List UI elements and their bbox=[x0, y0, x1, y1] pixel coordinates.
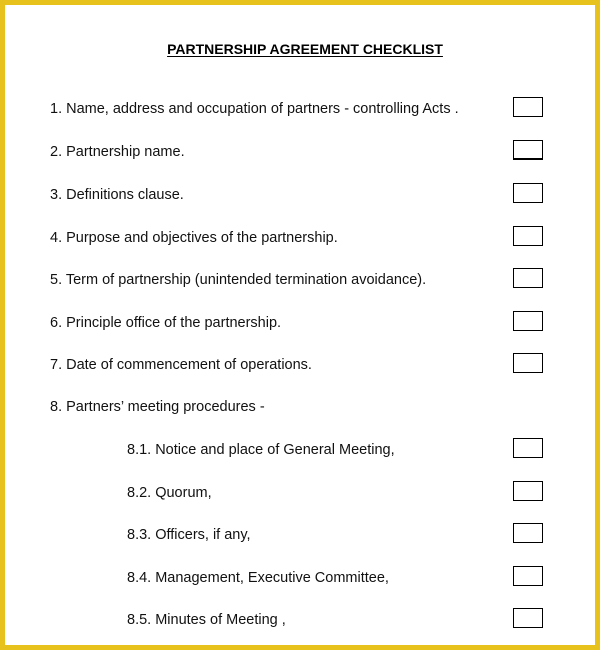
page-title-text: PARTNERSHIP AGREEMENT CHECKLIST bbox=[167, 41, 443, 57]
checklist-item-label: 7. Date of commencement of operations. bbox=[50, 357, 312, 373]
checklist-item-8 bbox=[5, 395, 600, 419]
checklist-item-8-2 bbox=[5, 481, 600, 505]
checklist-item-5 bbox=[5, 268, 600, 292]
page-title bbox=[5, 41, 600, 57]
checklist-item-2 bbox=[5, 140, 600, 164]
checklist-subitem-label: 8.1. Notice and place of General Meeting, bbox=[127, 442, 395, 458]
checkbox-item-5[interactable] bbox=[513, 268, 543, 288]
checkbox-item-4[interactable] bbox=[513, 226, 543, 246]
checklist-item-1 bbox=[5, 97, 600, 121]
checkbox-item-8-1[interactable] bbox=[513, 438, 543, 458]
checkbox-item-8-5[interactable] bbox=[513, 608, 543, 628]
checklist-item-label: 6. Principle office of the partnership. bbox=[50, 315, 282, 331]
checklist-item-8-4 bbox=[5, 566, 600, 590]
checkbox-item-3[interactable] bbox=[513, 183, 543, 203]
checkbox-item-8-2[interactable] bbox=[513, 481, 543, 501]
checklist-item-label: 4. Purpose and objectives of the partnership. bbox=[50, 230, 338, 246]
checkbox-item-6[interactable] bbox=[513, 311, 543, 331]
checkbox-item-7[interactable] bbox=[513, 353, 543, 373]
checklist-item-4 bbox=[5, 226, 600, 250]
checklist-item-8-5 bbox=[5, 608, 600, 632]
checklist-item-8-3 bbox=[5, 523, 600, 547]
checkbox-item-2[interactable] bbox=[513, 140, 543, 160]
checklist-subitem-label: 8.3. Officers, if any, bbox=[127, 527, 251, 543]
checklist-item-label: 2. Partnership name. bbox=[50, 144, 185, 160]
checklist-item-6 bbox=[5, 311, 600, 335]
checklist-item-label: 5. Term of partnership (unintended termination avoidance). bbox=[50, 272, 427, 288]
checklist-item-3 bbox=[5, 183, 600, 207]
checklist-item-8-1 bbox=[5, 438, 600, 462]
checkbox-item-1[interactable] bbox=[513, 97, 543, 117]
checklist-item-7 bbox=[5, 353, 600, 377]
checklist-item-label: 1. Name, address and occupation of partners - controlling Acts . bbox=[50, 101, 459, 117]
checkbox-item-8-4[interactable] bbox=[513, 566, 543, 586]
checklist-subitem-label: 8.5. Minutes of Meeting , bbox=[127, 612, 286, 628]
checkbox-item-8-3[interactable] bbox=[513, 523, 543, 543]
checklist-subitem-label: 8.4. Management, Executive Committee, bbox=[127, 570, 389, 586]
checklist-subitem-label: 8.2. Quorum, bbox=[127, 485, 212, 501]
checklist-item-label: 8. Partners’ meeting procedures - bbox=[50, 399, 265, 415]
checklist-item-label: 3. Definitions clause. bbox=[50, 187, 184, 203]
